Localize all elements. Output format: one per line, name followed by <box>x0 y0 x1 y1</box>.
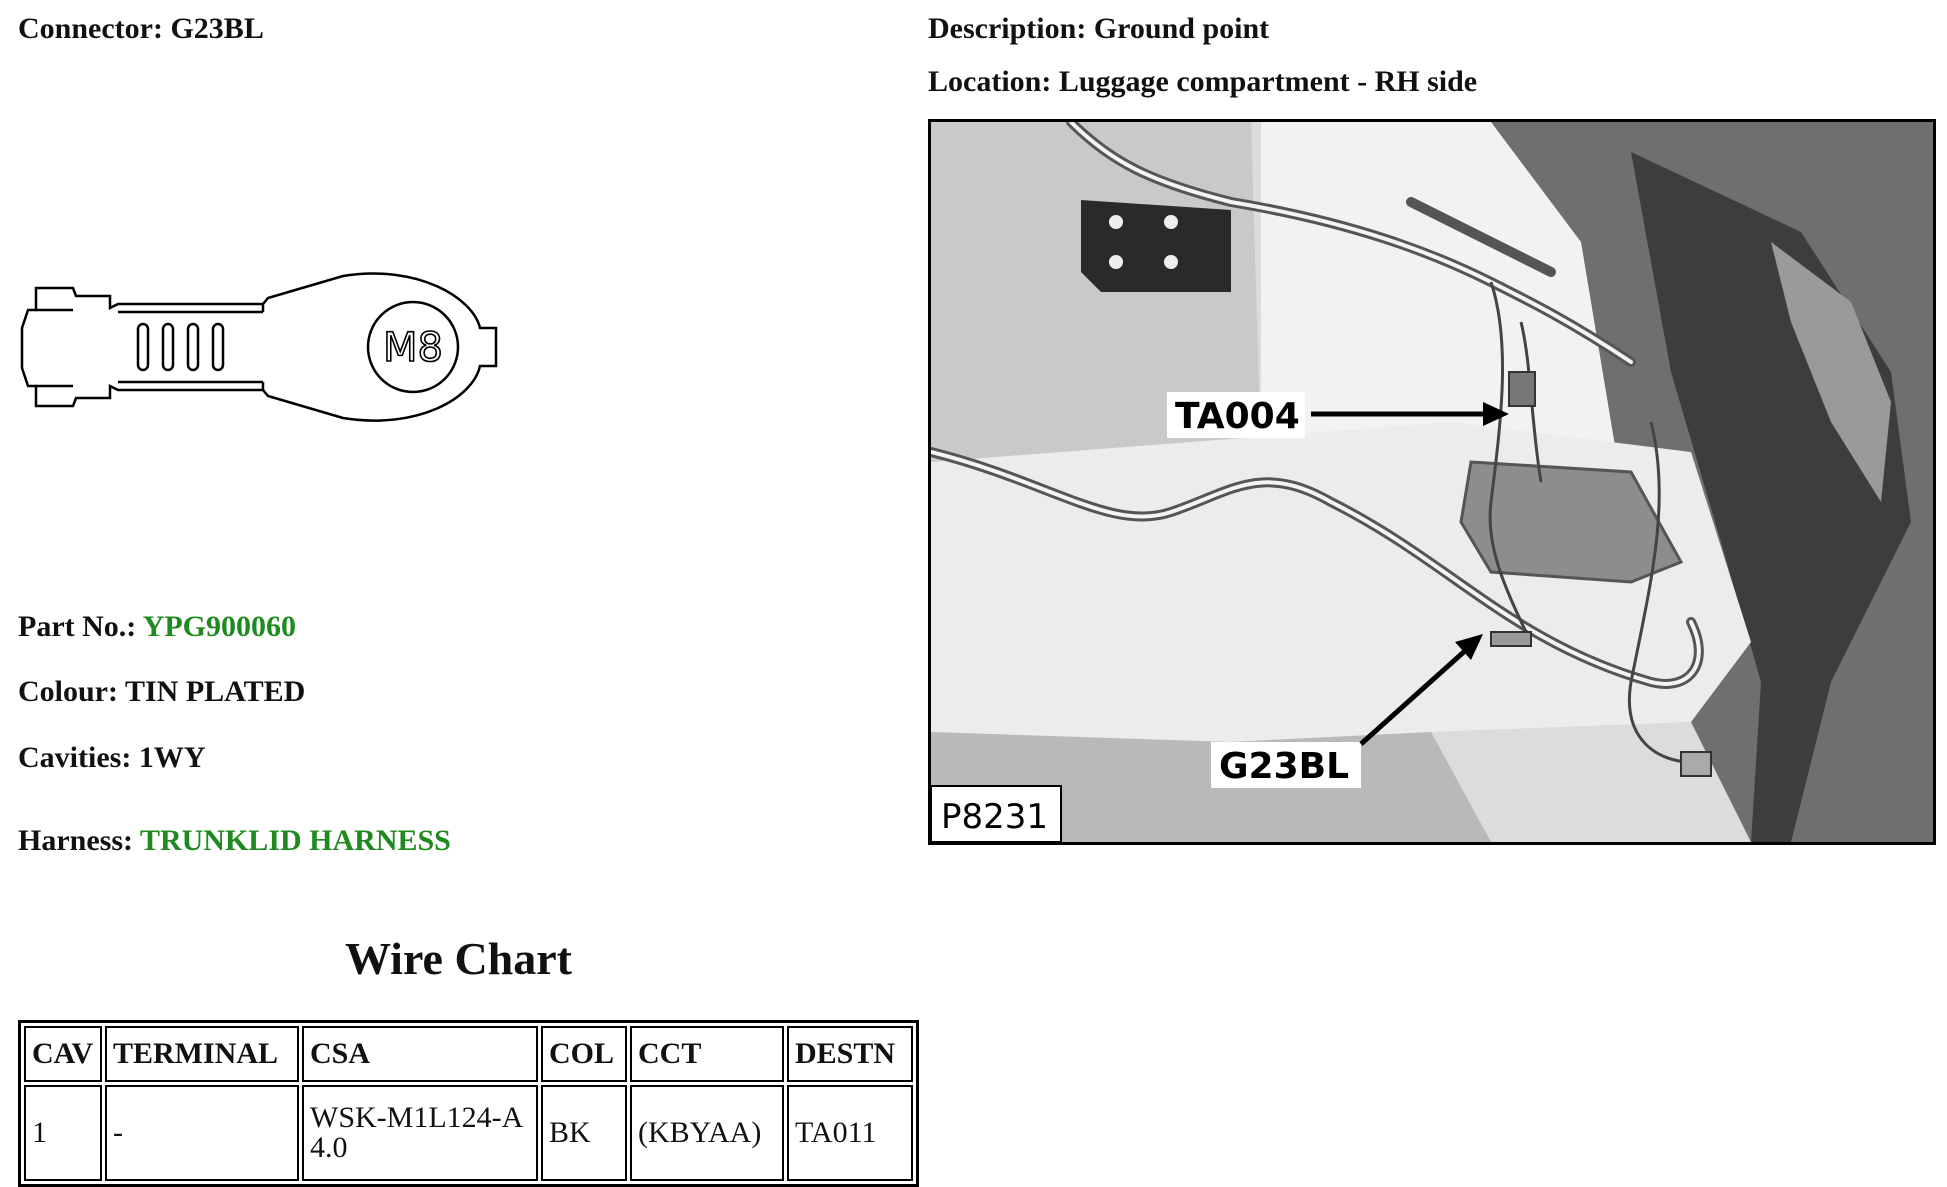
callout-g23bl: G23BL <box>1219 746 1350 787</box>
callout-ta004: TA004 <box>1175 396 1300 437</box>
description-label: Description: <box>928 12 1087 45</box>
wire-chart-table <box>18 1020 919 1187</box>
photo-reference: P8231 <box>941 797 1049 837</box>
cavities-line <box>18 741 205 775</box>
cell-destn: TA011 <box>787 1085 913 1181</box>
stud-size-label: M8 <box>383 325 443 371</box>
location-label: Location: <box>928 65 1052 98</box>
ring-terminal-drawing <box>18 268 498 428</box>
cell-terminal: - <box>105 1085 299 1181</box>
header-col: COL <box>541 1026 627 1082</box>
location-photo <box>928 119 1936 845</box>
harness-line <box>18 824 451 858</box>
cavities-value: 1WY <box>138 741 206 774</box>
part-no-label: Part No.: <box>18 610 137 643</box>
wire-chart-title: Wire Chart <box>345 933 572 984</box>
colour-value: TIN PLATED <box>124 675 306 708</box>
description-value: Ground point <box>1093 12 1270 45</box>
part-no-line <box>18 610 296 644</box>
location-value: Luggage compartment - RH side <box>1058 65 1478 98</box>
harness-link[interactable]: TRUNKLID HARNESS <box>139 824 451 857</box>
cell-col: BK <box>541 1085 627 1181</box>
connector-label: Connector: <box>18 12 163 45</box>
table-row <box>24 1085 913 1181</box>
header-destn: DESTN <box>787 1026 913 1082</box>
header-cav: CAV <box>24 1026 102 1082</box>
header-terminal: TERMINAL <box>105 1026 299 1082</box>
connector-value: G23BL <box>170 12 264 45</box>
cell-cct: (KBYAA) <box>630 1085 784 1181</box>
header-cct: CCT <box>630 1026 784 1082</box>
harness-label: Harness: <box>18 824 133 857</box>
part-no-link[interactable]: YPG900060 <box>142 610 297 643</box>
cavities-label: Cavities: <box>18 741 132 774</box>
wire-chart-header-row <box>24 1026 913 1082</box>
description-line <box>928 12 1269 46</box>
colour-label: Colour: <box>18 675 118 708</box>
header-csa: CSA <box>302 1026 538 1082</box>
connector-line <box>18 12 264 46</box>
location-line <box>928 65 1477 99</box>
cell-cav: 1 <box>24 1085 102 1181</box>
cell-csa: WSK-M1L124-A 4.0 <box>302 1085 538 1181</box>
colour-line <box>18 675 305 709</box>
